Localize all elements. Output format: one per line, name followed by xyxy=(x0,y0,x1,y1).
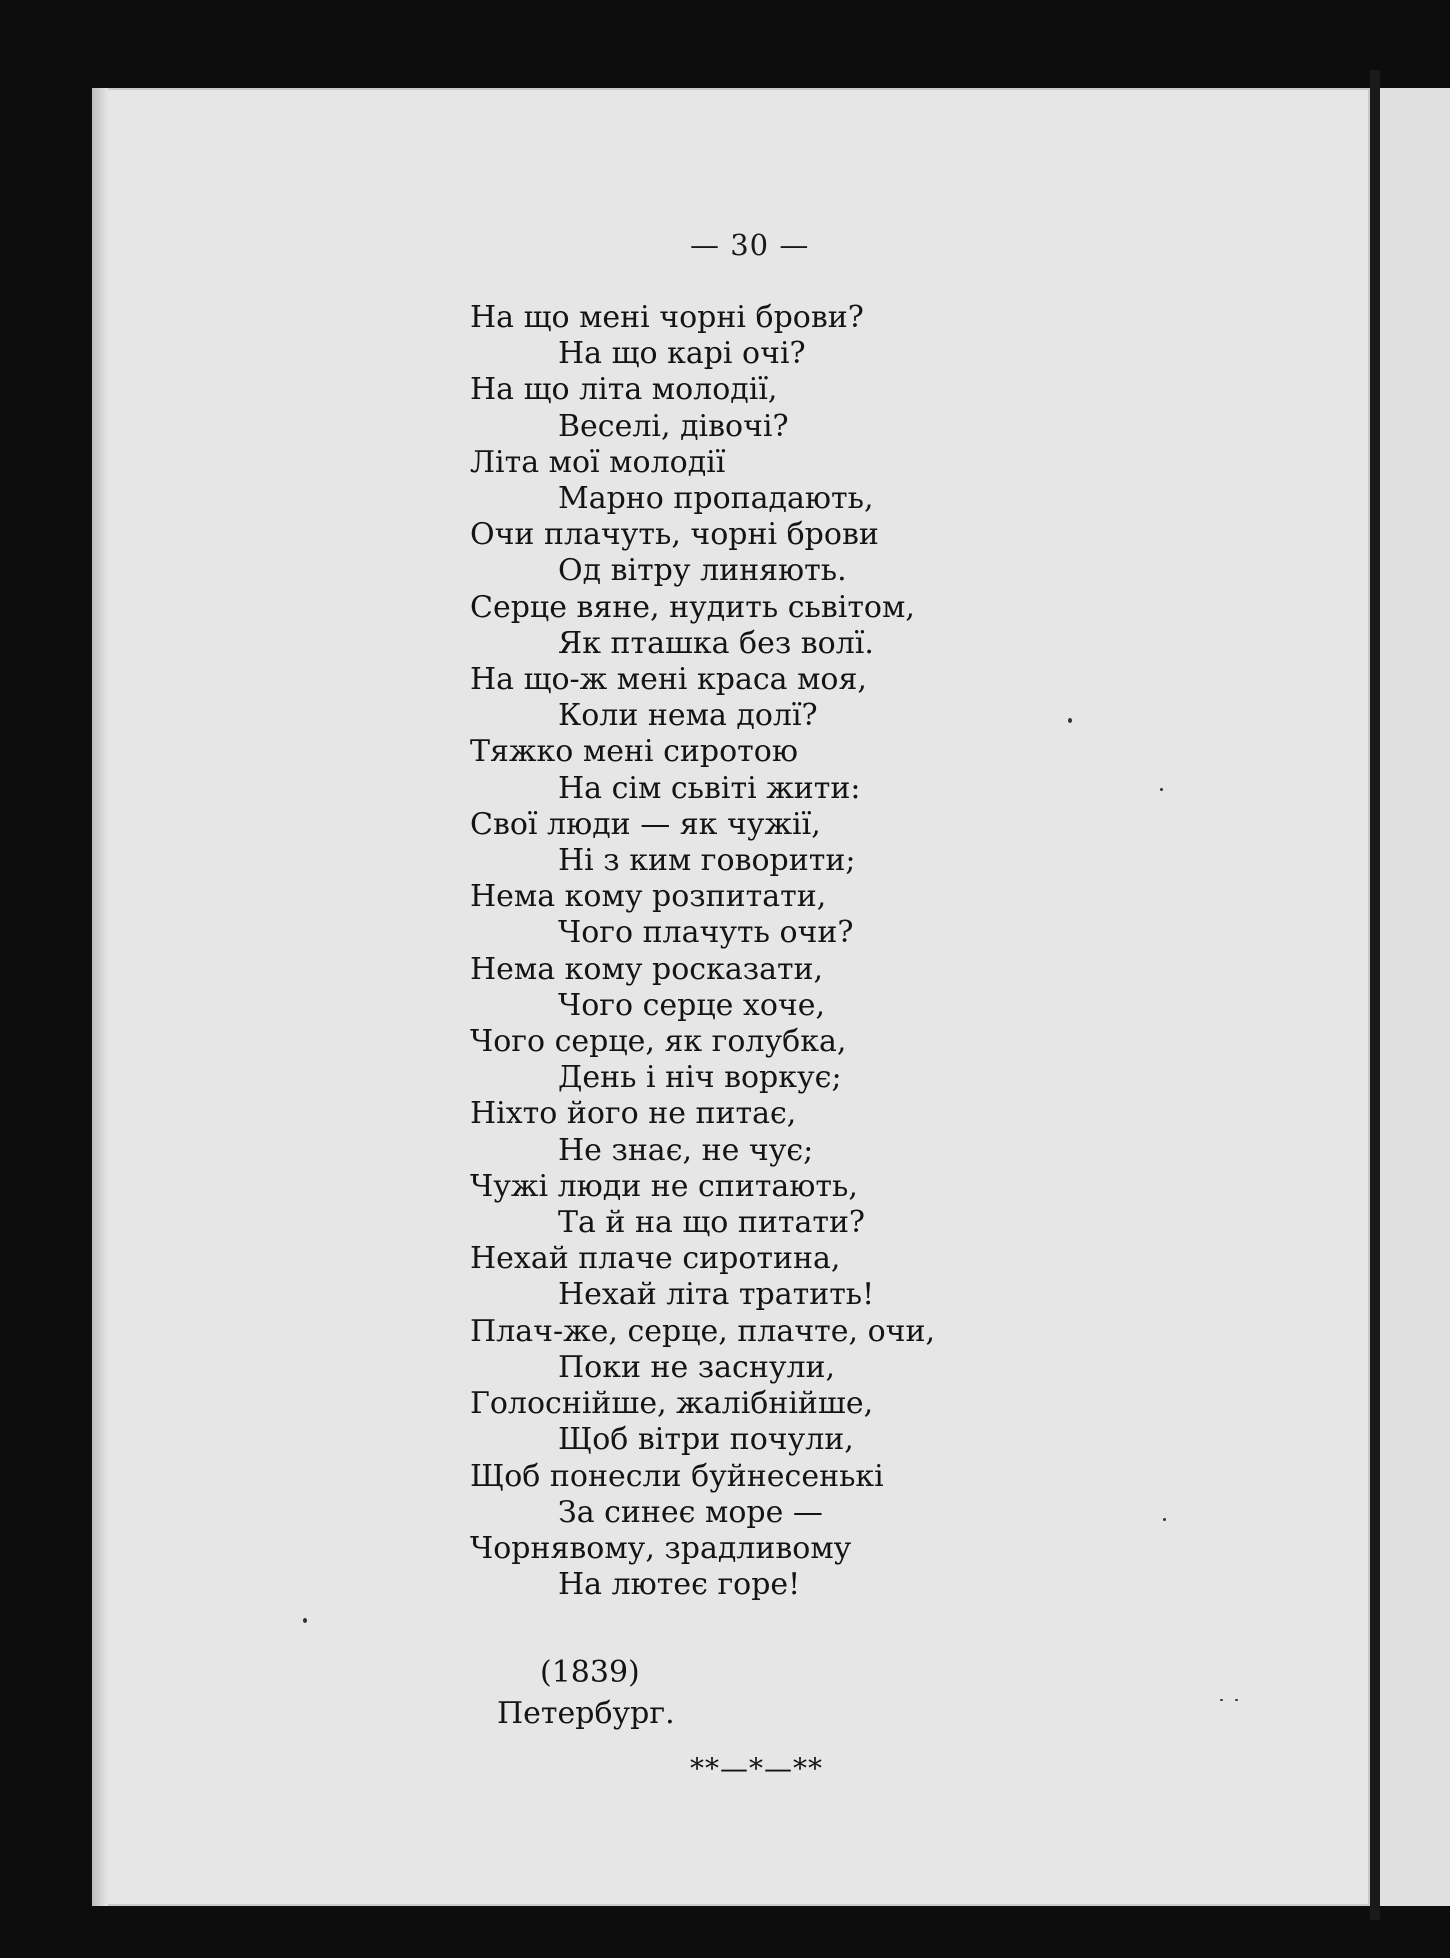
poem-line: Поки не заснули, xyxy=(558,1349,836,1385)
poem-line: Нехай літа тратить! xyxy=(558,1277,875,1313)
poem-line: Нема кому росказати, xyxy=(470,951,824,987)
poem-line: Плач-же, серце, плачте, очи, xyxy=(470,1313,935,1349)
print-speck xyxy=(303,1618,307,1623)
poem-line: Ніхто його не питає, xyxy=(470,1096,797,1132)
poem-line: Щоб вітри почули, xyxy=(558,1422,854,1458)
poem-line: Очи плачуть, чорні брови xyxy=(470,517,879,553)
print-speck xyxy=(1160,788,1163,791)
poem-line: Чого серце, як голубка, xyxy=(470,1024,847,1060)
poem-place: Петербург. xyxy=(497,1696,675,1731)
closing-ornament: **—*—** xyxy=(690,1752,823,1785)
poem-line: Тяжко мені сиротою xyxy=(470,734,798,770)
poem-line: Чорнявому, зрадливому xyxy=(470,1530,852,1566)
poem-line: Коли нема долї? xyxy=(558,698,818,734)
print-speck xyxy=(1235,1699,1238,1701)
poem-line: Веселі, дівочі? xyxy=(558,408,789,444)
poem-line: На лютеє горе! xyxy=(558,1567,801,1603)
poem-line: На що літа молодії, xyxy=(470,372,778,408)
poem-line: День і ніч воркує; xyxy=(558,1060,842,1096)
book-gutter xyxy=(1370,70,1380,1920)
page-number: — 30 — xyxy=(690,228,810,262)
poem-line: Щоб понесли буйнесенькі xyxy=(470,1458,884,1494)
poem-line: Од вітру линяють. xyxy=(558,553,847,589)
poem-line: Літа мої молодії xyxy=(470,444,726,480)
poem-line: На що мені чорні брови? xyxy=(470,300,864,335)
print-speck xyxy=(1163,1518,1166,1521)
poem-line: Не знає, не чує; xyxy=(558,1132,814,1168)
poem-date: (1839) xyxy=(540,1655,640,1690)
poem-line: На сім сьвіті жити: xyxy=(558,770,861,806)
adjacent-page-edge xyxy=(1380,88,1450,1906)
poem-line: Ні з ким говорити; xyxy=(558,843,856,879)
poem-line: Чужі люди не спитають, xyxy=(470,1168,858,1204)
poem-line: На що-ж мені краса моя, xyxy=(470,662,867,698)
poem-line: За синеє море — xyxy=(558,1494,823,1530)
poem-line: Чого серце хоче, xyxy=(558,987,826,1023)
poem-line: Нема кому розпитати, xyxy=(470,879,827,915)
poem-line: Марно пропадають, xyxy=(558,481,874,517)
print-speck xyxy=(1220,1699,1223,1701)
poem-line: На що карі очі? xyxy=(558,336,806,372)
poem-line: Свої люди — як чужії, xyxy=(470,806,821,842)
poem-line: Голоснійше, жалібнійше, xyxy=(470,1386,874,1422)
poem-line: Нехай плаче сиротина, xyxy=(470,1241,841,1277)
print-speck xyxy=(1068,718,1072,723)
poem-body xyxy=(470,300,935,1603)
poem-line: Серце вяне, нудить сьвітом, xyxy=(470,589,915,625)
poem-line: Чого плачуть очи? xyxy=(558,915,854,951)
poem-line: Та й на що питати? xyxy=(558,1205,866,1241)
poem-line: Як пташка без волї. xyxy=(558,625,874,661)
page-binding-edge xyxy=(92,88,108,1906)
